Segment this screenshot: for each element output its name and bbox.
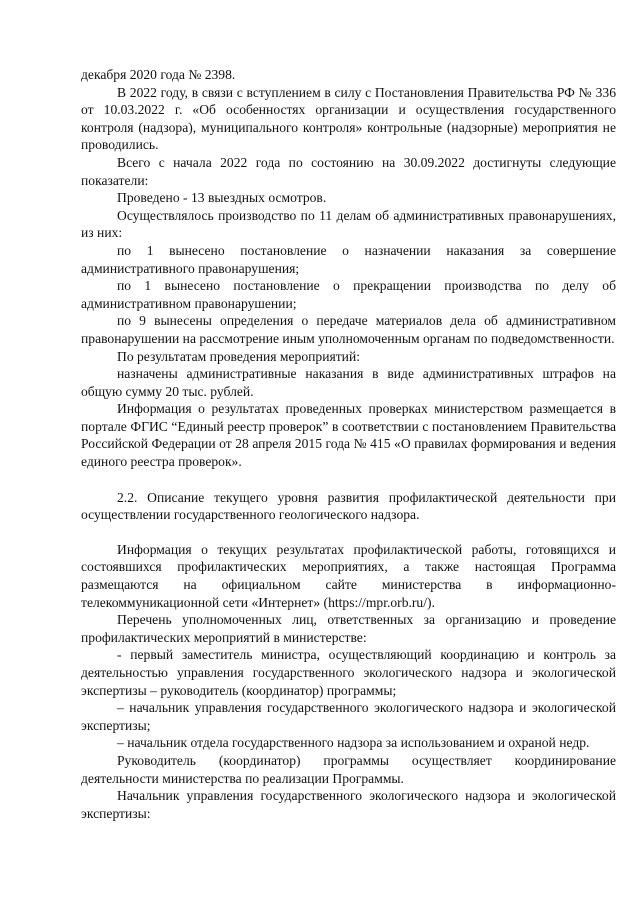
paragraph-termination-decision: по 1 вынесено постановление о прекращении производства по делу об административном правонарушении; (81, 278, 616, 311)
list-item-subsoil-division-head: – начальник отдела государственного надзора за использованием и охраной недр. (117, 735, 590, 751)
paragraph-penalty-decision: по 1 вынесено постановление о назначении наказания за совершение административного правонарушения; (81, 242, 616, 276)
paragraph-transfer-determinations: по 9 вынесены определения о передаче материалов дела об административном правонарушении на рассмотрение иным уполномоченным органам по подведомственности. (81, 313, 616, 346)
paragraph-fines: назначены административные наказания в виде административных штрафов на общую сумму 20 тыс. рублей. (81, 366, 616, 399)
paragraph-results-intro: По результатам проведения мероприятий: (117, 348, 360, 364)
paragraph-responsible-persons: Перечень уполномоченных лиц, ответственных за организацию и проведение профилактических мероприятий в министерстве: (81, 612, 616, 645)
list-item-department-head: – начальник управления государственного экологического надзора и экологической экспертизы; (81, 700, 616, 733)
paragraph-program-information: Информация о текущих результатах профилактической работы, готовящихся и состоявшихся профилактических мероприятиях, а также настоящая Программа размещаются на официальном сайте министерства в информационно-телекоммуникационной сети «Интернет» (https://mpr.orb.ru/). (81, 541, 616, 610)
paragraph-2022-control-measures: В 2022 году, в связи с вступлением в силу с Постановления Правительства РФ № 336 от 10.03.2022 г. «Об особенностях организации и осуществления государственного контроля (надзора), муниципального контроля» контрольные (надзорные) мероприятия не проводились. (81, 84, 616, 153)
section-heading: 2.2. Описание текущего уровня развития профилактической деятельности при осуществлении государственного геологического надзора. (81, 489, 616, 523)
paragraph-indicators-intro: Всего с начала 2022 года по состоянию на 30.09.2022 достигнуты следующие показатели: (81, 154, 616, 188)
document-body (81, 66, 616, 822)
list-item-first-deputy-minister: - первый заместитель министра, осуществляющий координацию и контроль за деятельностью управления государственного экологического надзора и экологической экспертизы – руководитель (координатор) программы; (81, 647, 616, 698)
paragraph-inspection-registry: Информация о результатах проведенных проверках министерством размещается в портале ФГИС “Единый реестр проверок” в соответствии с постановлением Правительства Российской Федерации от 28 апреля 2015 года № 415 «О правилах формирования и ведения единого реестра проверок». (81, 401, 616, 470)
paragraph-continuation: декабря 2020 года № 2398. (81, 67, 236, 82)
paragraph-program-coordinator: Руководитель (координатор) программы осуществляет координирование деятельности министерства по реализации Программы. (81, 752, 616, 786)
paragraph-inspections-count: Проведено - 13 выездных осмотров. (117, 190, 327, 206)
paragraph-department-head-duties: Начальник управления государственного экологического надзора и экологической экспертизы: (81, 788, 616, 821)
paragraph-administrative-cases: Осуществлялось производство по 11 делам об административных правонарушениях, из них: (81, 207, 616, 241)
